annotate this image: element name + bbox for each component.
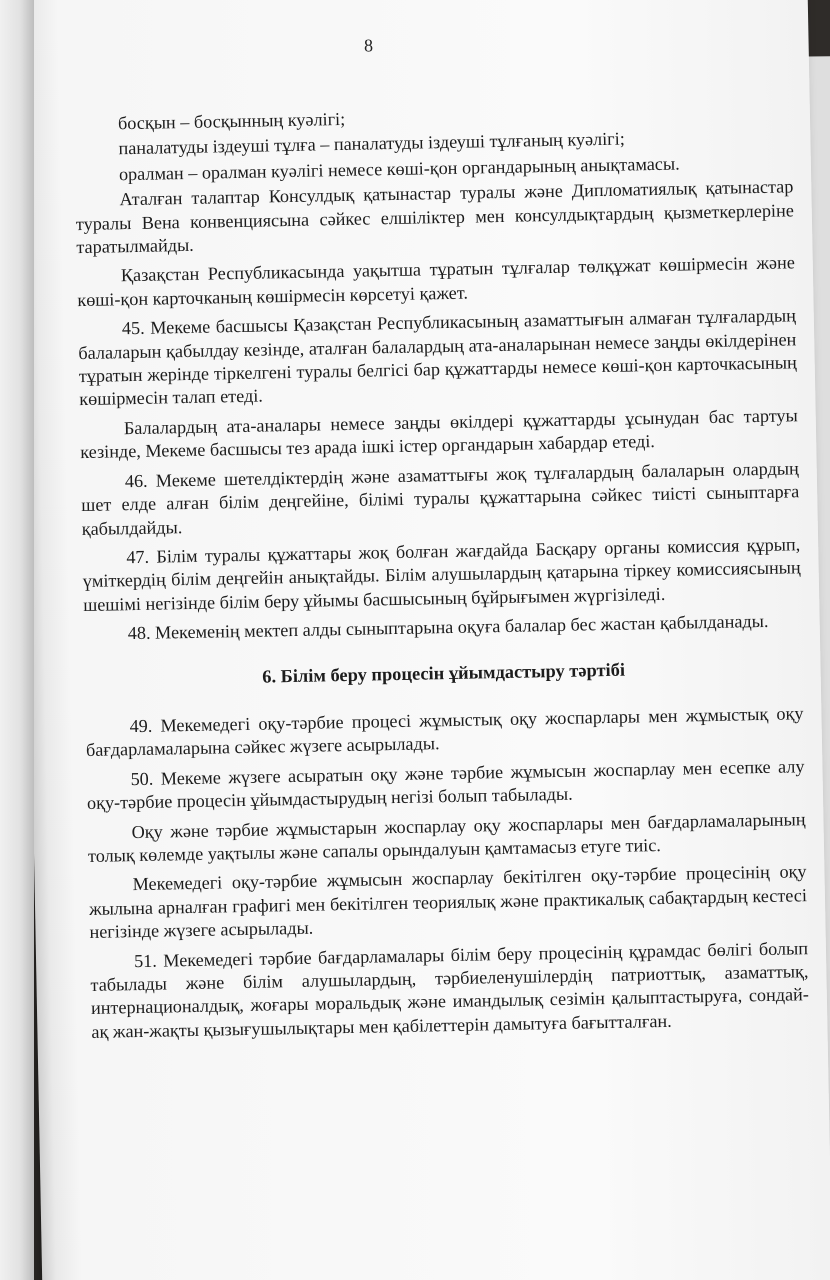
paragraph: Балалардың ата-аналары немесе заңды өкілдері құжаттарды ұсынудан бас тартуы кезінде, Мекеме басшысы тез арада ішкі істер органдарын хабардар етеді. (80, 405, 798, 463)
page-body (74, 99, 810, 1050)
definition-line: паналатуды іздеуші тұлға – паналатуды іздеуші тұлғаның куәлігі; (118, 128, 625, 159)
paragraph: Аталған талаптар Консулдық қатынастар туралы және Дипломатиялық қатынастар туралы Вена конвенциясына сәйкес елшіліктер мен консулдықтардың қызметкерлеріне таратылмайды. (75, 176, 794, 258)
paragraph-49: 49. Мекемедегі оқу-тәрбие процесі жұмыстық оқу жоспарлары мен жұмыстық оқу бағдарламаларына сәйкес жүзеге асырылады. (85, 703, 804, 761)
paragraph: Оқу және тәрбие жұмыстарын жоспарлау оқу жоспарлары мен бағдарламаларының толық көлемде уақтылы және сапалы орындалуын қамтамасыз етуге тиіс. (87, 808, 806, 866)
paragraph-45: 45. Мекеме басшысы Қазақстан Республикасының азаматтығын алмаған тұлғалардың балаларын қабылдау кезінде, аталған балалардың ата-аналарынан немесе заңды өкілдерінен тұратын жерінде тіркелгені туралы белгісі бар құжаттарды немесе көші-қон карточкасының көшірмесін талап етеді. (78, 305, 797, 410)
paragraph-48: 48. Мекеменің мектеп алды сыныптарына оқуға балалар бес жастан қабылданады. (127, 611, 769, 644)
paragraph: Қазақстан Республикасында уақытша тұратын тұлғалар төлқұжат көшірмесін және көші-қон карточканың көшірмесін көрсетуі қажет. (77, 252, 795, 310)
paragraph-47: 47. Білім туралы құжаттары жоқ болған жағдайда Басқару органы комиссия құрып, үміткердің білім деңгейін анықтайды. Білім алушылардың қатарына тіркеу комиссиясының шешімі негізінде білім беру ұйымы басшысының бұйрығымен жүргізіледі. (82, 534, 801, 615)
paragraph-50: 50. Мекеме жүзеге асыратын оқу және тәрбие жұмысын жоспарлау мен есепке алу оқу-тәрбие процесін ұйымдастырудың негізі болып табылады. (86, 755, 805, 814)
section-heading: 6. Білім беру процесін ұйымдастыру тәртібі (262, 659, 626, 687)
definition-line: оралман – оралман куәлігі немесе көші-қон органдарының анықтамасы. (118, 153, 680, 185)
paragraph: Мекемедегі оқу-тәрбие жұмысын жоспарлау бекітілген оқу-тәрбие процесінің оқу жылына арналған графигі мен бекітілген теориялық және практикалық сабақтардың кестесі негізінде жүзеге асырылады. (88, 861, 808, 943)
facing-page-edge (0, 0, 34, 1280)
paragraph-51: 51. Мекемедегі тәрбие бағдарламалары білім беру процесінің құрамдас бөлігі болып табылады және білім алушылардың, тәрбиеленушілердің патриоттық, азаматтық, интернационалдық, жоғары моральдық және имандылық сезімін қалыптастыруға, сондай-ақ жан-жақты қызығушылықтары мен қабілеттерін дамытуға бағытталған. (90, 937, 810, 1042)
document-page (18, 0, 830, 1280)
paragraph-46: 46. Мекеме шетелдіктердің және азаматтығы жоқ тұлғалардың балаларын олардың шет елде алған білім деңгейіне, білімі туралы құжаттарына сәйкес тиісті сыныптарға қабылдайды. (81, 457, 800, 539)
definition-line: босқын – босқынның куәлігі; (117, 108, 346, 134)
page-number: 8 (363, 35, 374, 56)
